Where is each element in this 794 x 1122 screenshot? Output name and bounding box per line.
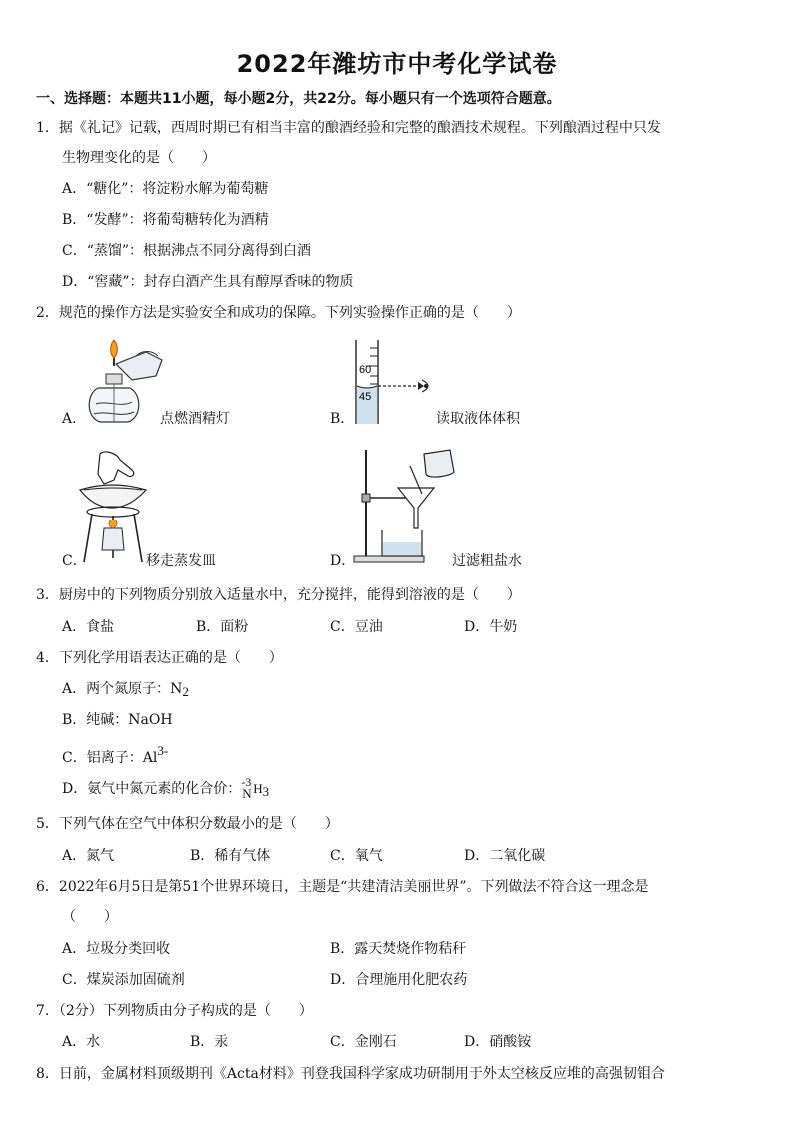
- question-7-option-c: C．金刚石: [330, 1034, 397, 1050]
- question-7-option-a: A．水: [62, 1034, 101, 1050]
- question-4-option-d: D．氨气中氮元素的化合价： -3 N H3: [62, 775, 270, 801]
- question-2-option-a-caption: 点燃酒精灯: [160, 411, 230, 427]
- flame-icon: [111, 340, 118, 358]
- question-5-option-a: A．氮气: [62, 848, 115, 864]
- question-4-option-a: A．两个氮原子：N2: [62, 681, 189, 699]
- question-1-option-b: B．“发酵”：将葡萄糖转化为酒精: [62, 212, 269, 228]
- question-2-option-b-caption: 读取液体体积: [436, 411, 520, 427]
- question-8-stem: 8．日前，金属材料顶级期刊《Acta材料》刊登我国科学家成功研制用于外太空核反应堆的高强韧钼合: [36, 1066, 665, 1082]
- question-1-option-a: A．“糖化”：将淀粉水解为葡萄糖: [62, 181, 269, 197]
- question-6-stem: 6．2022年6月5日是第51个世界环境日，主题是“共建清洁美丽世界”。下列做法不符合这一理念是: [36, 879, 649, 895]
- question-2-option-c-letter: C．: [62, 553, 87, 569]
- question-7-stem: 7．（2分）下列物质由分子构成的是（ ）: [36, 1003, 313, 1019]
- question-1-option-c: C．“蒸馏”：根据沸点不同分离得到白酒: [62, 243, 312, 259]
- question-2-option-b-letter: B．: [330, 411, 355, 427]
- cylinder-mark-60: 60: [359, 364, 372, 376]
- question-6-option-a: A．垃圾分类回收: [62, 941, 171, 957]
- evaporating-dish-figure: [74, 450, 152, 566]
- question-5-option-c: C．氧气: [330, 848, 383, 864]
- filtration-figure: [352, 446, 462, 564]
- cylinder-mark-45: 45: [359, 391, 372, 403]
- question-2-stem: 2．规范的操作方法是实验安全和成功的保障。下列实验操作正确的是（ ）: [36, 305, 521, 321]
- question-7-option-b: B．汞: [190, 1034, 229, 1050]
- question-6-option-d: D．合理施用化肥农药: [330, 972, 468, 988]
- page-title: 2022年潍坊市中考化学试卷: [236, 50, 558, 78]
- question-1-stem-cont: 生物理变化的是（ ）: [62, 150, 216, 166]
- question-4-stem: 4．下列化学用语表达正确的是（ ）: [36, 650, 283, 666]
- question-5-stem: 5．下列气体在空气中体积分数最小的是（ ）: [36, 816, 339, 832]
- question-2-option-a-letter: A．: [62, 411, 87, 427]
- question-3-stem: 3．厨房中的下列物质分别放入适量水中，充分搅拌，能得到溶液的是（ ）: [36, 587, 521, 603]
- question-3-option-c: C．豆油: [330, 619, 383, 635]
- alcohol-lamp-figure: [76, 334, 168, 430]
- graduated-cylinder-figure: [352, 340, 442, 426]
- question-6-stem-cont: （ ）: [62, 909, 118, 925]
- section-heading: 一、选择题：本题共11小题，每小题2分，共22分。每小题只有一个选项符合题意。: [36, 91, 561, 107]
- question-7-option-d: D．硝酸铵: [464, 1034, 532, 1050]
- question-2-option-c-caption: 移走蒸发皿: [146, 553, 216, 569]
- question-1-option-d: D．“窖藏”：封存白酒产生具有醇厚香味的物质: [62, 274, 354, 290]
- question-6-option-c: C．煤炭添加固硫剂: [62, 972, 185, 988]
- question-5-option-d: D．二氧化碳: [464, 848, 546, 864]
- hand-icon: [98, 452, 134, 484]
- question-2-option-d-letter: D．: [330, 553, 356, 569]
- question-2-option-d-caption: 过滤粗盐水: [452, 553, 522, 569]
- question-3-option-d: D．牛奶: [464, 619, 518, 635]
- question-1-stem: 1．据《礼记》记载，西周时期已有相当丰富的酿酒经验和完整的酿酒技术规程。下列酿酒过程中只发: [36, 120, 661, 136]
- question-3-option-a: A．食盐: [62, 619, 115, 635]
- question-5-option-b: B．稀有气体: [190, 848, 271, 864]
- question-4-option-c: C．铝离子：Al3-: [62, 743, 169, 766]
- question-6-option-b: B．露天焚烧作物秸秆: [330, 941, 467, 957]
- question-3-option-b: B．面粉: [196, 619, 249, 635]
- question-4-option-b: B．纯碱：NaOH: [62, 712, 173, 728]
